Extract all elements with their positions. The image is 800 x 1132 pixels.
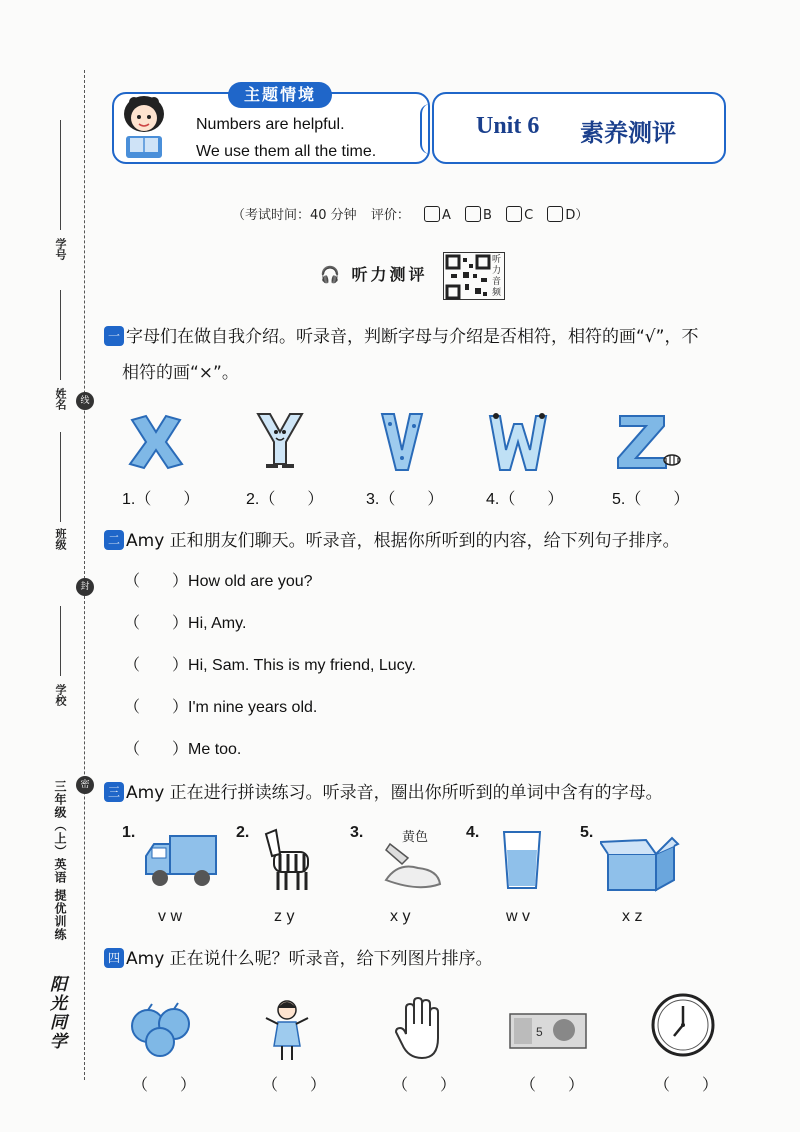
field-underline <box>60 606 61 676</box>
box-icon <box>600 836 680 894</box>
grade-label: B <box>483 208 492 223</box>
yellow-paint-icon <box>378 840 448 892</box>
answer-blank[interactable]: 2.（ ） <box>246 491 324 508</box>
letter-x-image <box>124 410 188 474</box>
grade-label: A <box>441 208 451 223</box>
grade-checkbox[interactable] <box>465 206 481 222</box>
van-icon <box>140 830 220 892</box>
binding-strip <box>0 0 110 1132</box>
grade-checkbox[interactable] <box>547 206 563 222</box>
item-number: 4. <box>466 824 480 841</box>
theme-line-2: We use them all the time. <box>196 143 377 160</box>
item-number: 2. <box>236 824 250 841</box>
field-school: 学校 <box>54 684 67 706</box>
section-number: 一 <box>104 326 124 346</box>
answer-blank[interactable]: 3.（ ） <box>366 491 444 508</box>
grade-checkbox[interactable] <box>506 206 522 222</box>
answer-blank[interactable]: 5.（ ） <box>612 491 690 508</box>
exam-meta <box>232 204 588 223</box>
section-number: 二 <box>104 530 124 550</box>
letter-choice[interactable]: x z <box>622 908 643 925</box>
letter-choice[interactable]: w v <box>506 908 530 925</box>
listening-title: 🎧 听力测评 <box>320 265 428 284</box>
sentence-row[interactable]: （ ）Hi, Amy. <box>124 615 247 632</box>
letter-choice[interactable]: v w <box>158 908 182 925</box>
order-blank[interactable]: （ ） <box>262 1077 327 1094</box>
book-title: 三年级（上）英语 提优训练 <box>53 780 67 942</box>
section-2-title: 二 Amy 正和朋友们聊天。听录音，根据你所听到的内容，给下列句子排序。 <box>104 526 680 551</box>
answer-blank[interactable]: 4.（ ） <box>486 491 564 508</box>
grade-label: D） <box>565 208 589 223</box>
grade-label: C <box>524 208 534 223</box>
field-underline <box>60 290 61 380</box>
qr-code-icon <box>445 254 491 300</box>
seal-mark: 封 <box>76 578 94 596</box>
order-blank[interactable]: （ ） <box>392 1077 457 1094</box>
money-icon <box>508 1010 588 1052</box>
letter-v-image <box>370 410 434 474</box>
order-blank[interactable]: （ ） <box>654 1077 719 1094</box>
oranges-icon <box>126 1000 198 1058</box>
water-glass-icon <box>500 828 544 892</box>
zebra-icon <box>262 826 318 894</box>
item-number: 5. <box>580 824 594 841</box>
theme-line-1: Numbers are helpful. <box>196 116 345 133</box>
cut-line <box>84 70 85 1080</box>
qr-code[interactable] <box>443 252 505 300</box>
answer-blank[interactable]: 1.（ ） <box>122 491 200 508</box>
sentence-row[interactable]: （ ）How old are you? <box>124 573 313 590</box>
exam-time: （考试时间：40 分钟 <box>232 208 357 223</box>
sentence-row[interactable]: （ ）I'm nine years old. <box>124 699 318 716</box>
brand-logo: 阳光同学 <box>46 975 66 1051</box>
letter-w-image <box>486 410 550 474</box>
item-number: 1. <box>122 824 136 841</box>
clock-icon <box>650 992 716 1058</box>
order-blank[interactable]: （ ） <box>520 1077 585 1094</box>
order-blank[interactable]: （ ） <box>132 1077 197 1094</box>
headphone-icon: 🎧 <box>320 265 343 284</box>
field-name: 姓名 <box>54 388 67 410</box>
field-underline <box>60 120 61 230</box>
section-3-title: 三 Amy 正在进行拼读练习。听录音，圈出你所听到的单词中含有的字母。 <box>104 778 663 803</box>
yellow-label: 黄色 <box>402 830 429 845</box>
theme-tag: 主题情境 <box>228 82 332 108</box>
letter-y-image <box>248 410 312 474</box>
seal-mark: 密 <box>76 776 94 794</box>
unit-title: Unit 6 <box>476 113 540 139</box>
svg-text:5: 5 <box>536 1025 543 1039</box>
field-class: 班级 <box>54 528 67 550</box>
sentence-row[interactable]: （ ）Hi, Sam. This is my friend, Lucy. <box>124 657 416 674</box>
unit-subtitle: 素养测评 <box>580 119 676 147</box>
sentence-row[interactable]: （ ）Me too. <box>124 741 242 758</box>
girl-icon <box>262 996 312 1064</box>
field-student-number: 学号 <box>54 238 67 260</box>
section-1-title: 一 字母们在做自我介绍。听录音，判断字母与介绍是否相符，相符的画“√”，不 <box>104 322 698 347</box>
seal-mark: 线 <box>76 392 94 410</box>
girl-reading-icon <box>112 92 176 164</box>
qr-label: 听力音频 <box>492 255 502 298</box>
section-number: 四 <box>104 948 124 968</box>
section-4-title: 四 Amy 正在说什么呢？听录音，给下列图片排序。 <box>104 944 493 969</box>
letter-z-image <box>612 410 684 474</box>
item-number: 3. <box>350 824 364 841</box>
section-1-title-cont: 相符的画“×”。 <box>122 363 239 383</box>
eval-label: 评价： <box>370 208 410 223</box>
letter-choice[interactable]: z y <box>274 908 295 925</box>
field-underline <box>60 432 61 522</box>
section-number: 三 <box>104 782 124 802</box>
letter-choice[interactable]: x y <box>390 908 411 925</box>
hand-icon <box>394 994 450 1062</box>
grade-checkbox[interactable] <box>424 206 440 222</box>
